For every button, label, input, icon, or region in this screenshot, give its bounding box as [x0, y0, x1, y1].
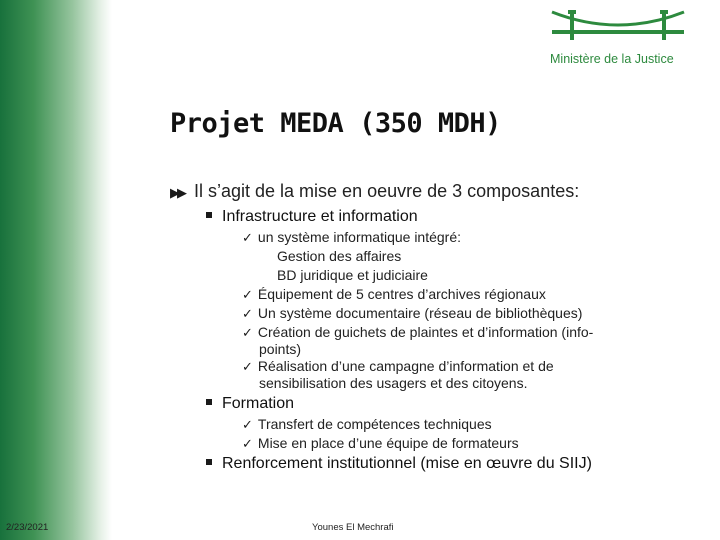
ministry-logo [540, 6, 690, 72]
list-item: ✓ Transfert de compétences techniques [242, 416, 492, 432]
checkmark-icon: ✓ [242, 287, 253, 302]
list-item: ✓ Réalisation d’une campagne d’information et de [242, 358, 554, 374]
list-item: ✓ Mise en place d’une équipe de formateurs [242, 435, 519, 451]
checkmark-icon: ✓ [242, 325, 253, 340]
intro-text: Il s’agit de la mise en oeuvre de 3 composantes: [194, 181, 580, 201]
list-item: ✓ Un système documentaire (réseau de bibliothèques) [242, 305, 583, 321]
footer-date: 2/23/2021 [6, 522, 49, 533]
section-heading: Renforcement institutionnel (mise en œuvre du SIIJ) [206, 455, 592, 473]
section-heading: Infrastructure et information [206, 208, 418, 226]
list-item: ✓ un système informatique intégré: [242, 229, 462, 245]
list-item-continuation: sensibilisation des usagers et des citoyens. [259, 375, 528, 391]
checkmark-icon: ✓ [242, 436, 253, 451]
checkmark-icon: ✓ [242, 230, 253, 245]
list-item-continuation: points) [259, 341, 302, 357]
logo-text: Ministère de la Justice [550, 52, 674, 66]
list-item: BD juridique et judiciaire [277, 267, 428, 283]
checkmark-icon: ✓ [242, 306, 253, 321]
square-bullet-icon [206, 399, 212, 405]
double-arrow-icon: ▶▶ [170, 185, 184, 200]
intro-line [170, 181, 579, 202]
list-item: ✓ Création de guichets de plaintes et d’information (info- [242, 324, 594, 340]
list-item: ✓ Équipement de 5 centres d’archives régionaux [242, 286, 546, 302]
list-item: Gestion des affaires [277, 248, 402, 264]
checkmark-icon: ✓ [242, 417, 253, 432]
section-heading: Formation [206, 395, 294, 413]
square-bullet-icon [206, 212, 212, 218]
checkmark-icon: ✓ [242, 359, 253, 374]
slide-title: Projet MEDA (350 MDH) [170, 108, 501, 139]
footer-author: Younes El Mechrafi [312, 522, 394, 533]
square-bullet-icon [206, 459, 212, 465]
decorative-side-band [0, 0, 112, 540]
bridge-icon [548, 6, 688, 50]
